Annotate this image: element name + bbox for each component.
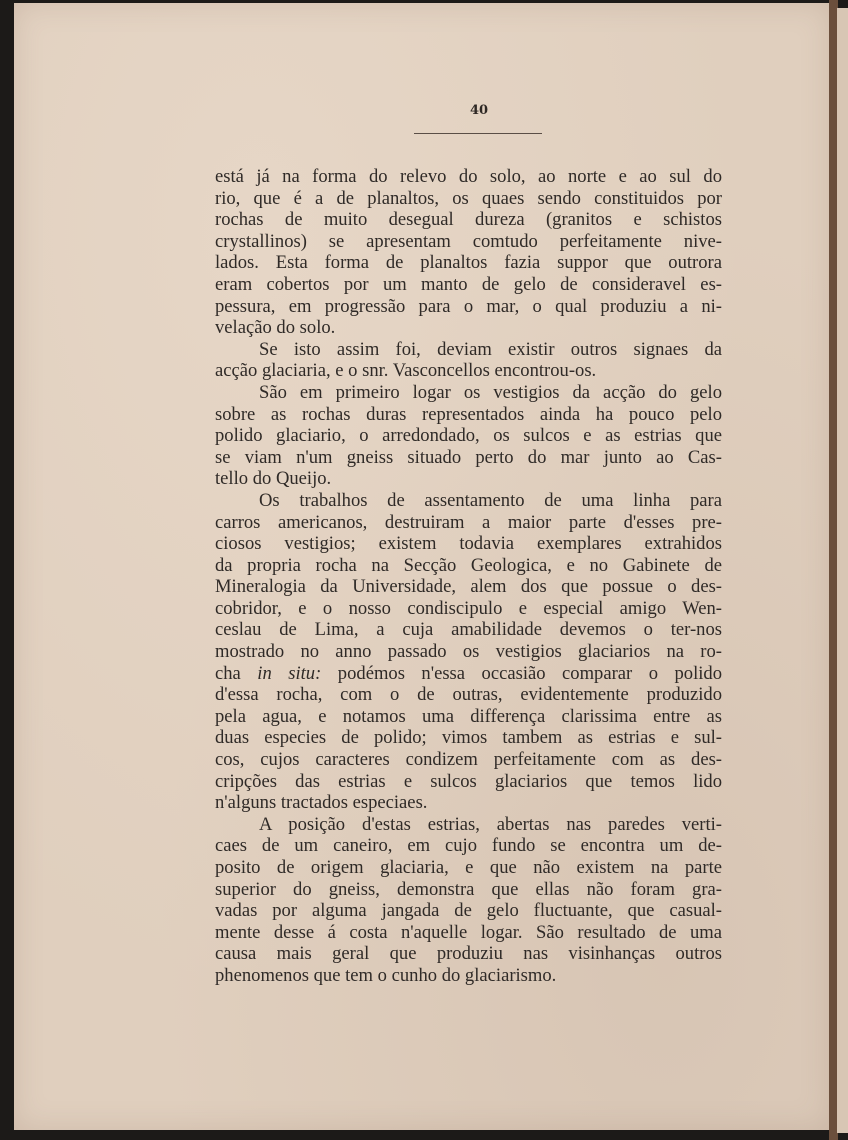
text-line: ceslau de Lima, a cuja amabilidade devemos o ter-nos (215, 619, 722, 641)
text-line: caes de um caneiro, em cujo fundo se encontra um de- (215, 835, 722, 857)
text-line: rochas de muito desegual dureza (granitos e schistos (215, 209, 722, 231)
text-line: Mineralogia da Universidade, alem dos que possue o des- (215, 576, 722, 598)
text-line: posito de origem glaciaria, e que não existem na parte (215, 857, 722, 878)
text-line: lados. Esta forma de planaltos fazia suppor que outrora (215, 252, 722, 274)
text-line: velação do solo. (215, 317, 336, 339)
text-line: Se isto assim foi, deviam existir outros signaes da (259, 338, 722, 360)
text-line: rio, que é a de planaltos, os quaes sendo constituidos por (215, 187, 722, 209)
text-line: n'alguns tractados especiaes. (215, 792, 428, 814)
text-fragment: cha (215, 662, 258, 684)
text-line: da propria rocha na Secção Geologica, e no Gabinete de (215, 554, 722, 576)
next-page-edge (837, 8, 848, 1133)
page-number: 40 (469, 103, 489, 118)
text-line: ciosos vestigios; existem todavia exemplares extrahidos (215, 533, 722, 555)
text-line: Os trabalhos de assentamento de uma linha para (259, 489, 722, 511)
text-line: cobridor, e o nosso condiscipulo e especial amigo Wen- (215, 597, 722, 619)
text-line: se viam n'um gneiss situado perto do mar junto ao Cas- (215, 446, 722, 468)
text-fragment: podémos n'essa occasião comparar o polido (321, 662, 723, 684)
body-text (215, 166, 722, 987)
text-line: pessura, em progressão para o mar, o qual produziu a ni- (215, 295, 722, 317)
header-rule (414, 133, 542, 134)
text-line: duas especies de polido; vimos tambem as estrias e sul- (215, 727, 722, 749)
text-line: superior do gneiss, demonstra que ellas não foram gra- (215, 878, 722, 900)
text-line: crystallinos) se apresentam comtudo perfeitamente nive- (215, 230, 722, 252)
text-line: causa mais geral que produziu nas visinhanças outros (215, 943, 722, 965)
text-line: acção glaciaria, e o snr. Vasconcellos encontrou-os. (215, 360, 597, 382)
text-line: sobre as rochas duras representados ainda ha pouco pelo (215, 403, 722, 425)
text-line: polido glaciario, o arredondado, os sulcos e as estrias que (215, 425, 722, 447)
text-line: pela agua, e notamos uma differença clarissima entre as (215, 705, 722, 727)
text-line: carros americanos, destruiram a maior parte d'esses pre- (215, 511, 722, 533)
text-line: está já na forma do relevo do solo, ao norte e ao sul do (215, 166, 722, 187)
text-line: cos, cujos caracteres condizem perfeitamente com as des- (215, 749, 722, 771)
text-line: eram cobertos por um manto de gelo de consideravel es- (215, 273, 722, 295)
text-line: tello do Queijo. (215, 468, 332, 490)
text-line: mente desse á costa n'aquelle logar. São resultado de uma (215, 921, 722, 943)
text-line: phenomenos que tem o cunho do glaciarismo. (215, 964, 557, 986)
text-line: vadas por alguma jangada de gelo fluctuante, que casual- (215, 900, 722, 922)
text-line: cripções das estrias e sulcos glaciarios que temos lido (215, 770, 722, 792)
text-line: d'essa rocha, com o de outras, evidentemente produzido (215, 684, 722, 706)
text-line: mostrado no anno passado os vestigios glaciarios na ro- (215, 641, 722, 663)
text-line: A posição d'estas estrias, abertas nas paredes verti- (259, 813, 722, 835)
italic-term: in situ: (257, 662, 322, 684)
text-line-with-emphasis (215, 663, 722, 685)
text-line: São em primeiro logar os vestigios da acção do gelo (259, 381, 722, 403)
